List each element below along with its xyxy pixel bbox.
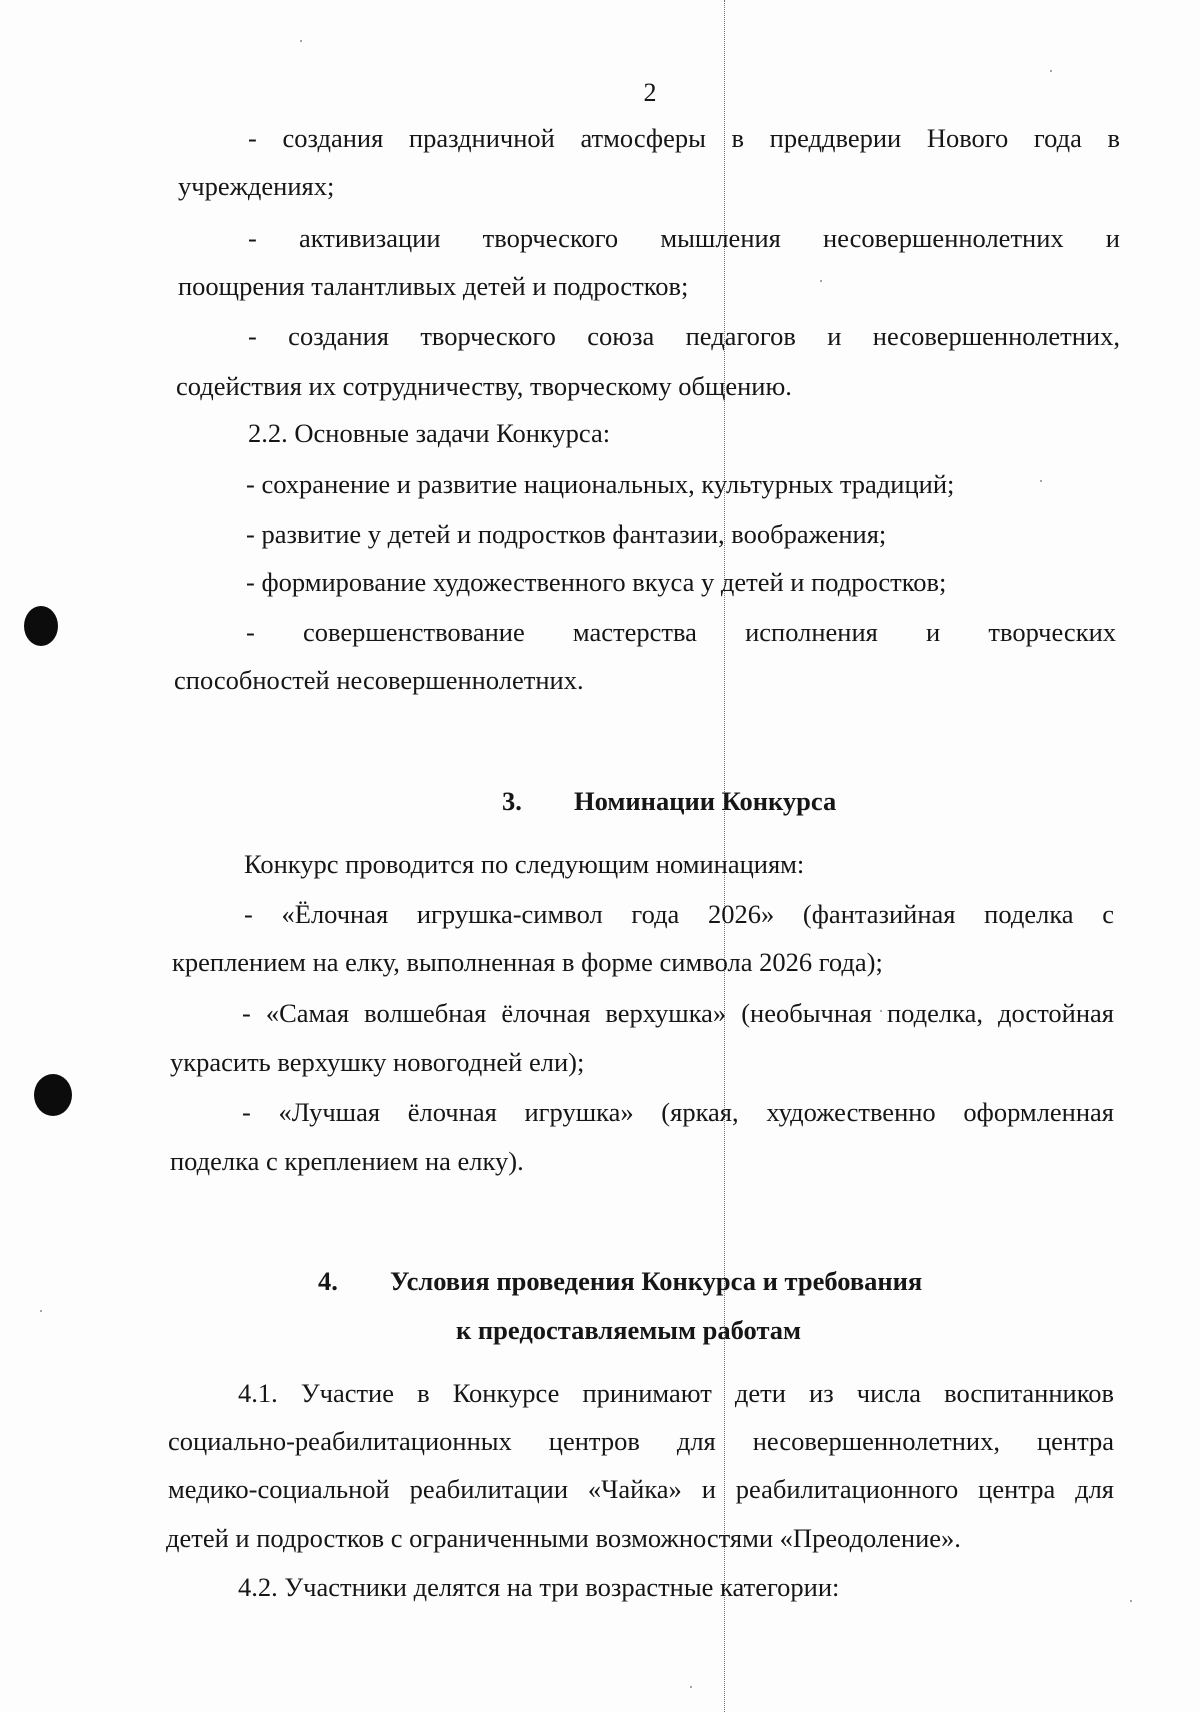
list-item: - «Самая волшебная ёлочная верхушка» (необычная поделка, достойная (242, 998, 1114, 1028)
paragraph-line: креплением на елку, выполненная в форме символа 2026 года); (172, 947, 883, 977)
scan-speck (40, 1310, 42, 1312)
punch-hole-mark (24, 606, 58, 646)
list-item: - «Лучшая ёлочная игрушка» (яркая, художественно оформленная (242, 1097, 1114, 1127)
list-item: - развитие у детей и подростков фантазии, воображения; (246, 519, 887, 549)
paragraph-line: поделка с креплением на елку). (170, 1146, 524, 1176)
paragraph-line: поощрения талантливых детей и подростков; (178, 271, 689, 301)
paragraph-line: содействия их сотрудничеству, творческому общению. (176, 371, 792, 401)
scan-speck (300, 40, 302, 42)
paragraph-line: - создания творческого союза педагогов и несовершеннолетних, (248, 321, 1120, 351)
scan-speck (820, 280, 822, 282)
section-heading: Условия проведения Конкурса и требования (390, 1266, 923, 1296)
page-number: 2 (643, 78, 657, 107)
list-item: - совершенствование мастерства исполнения и творческих (246, 617, 1116, 647)
section-heading: к предоставляемым работам (456, 1315, 802, 1345)
paragraph-line: 4.2. Участники делятся на три возрастные категории: (238, 1572, 840, 1602)
scan-speck (1040, 480, 1042, 482)
paragraph-line: украсить верхушку новогодней ели); (170, 1047, 585, 1077)
section-heading: Номинации Конкурса (574, 786, 837, 816)
list-item: - сохранение и развитие национальных, культурных традиций; (246, 469, 955, 499)
paragraph-line: - создания праздничной атмосферы в преддверии Нового года в (248, 123, 1120, 153)
list-item: - «Ёлочная игрушка-символ года 2026» (фантазийная поделка с (244, 899, 1114, 929)
section-number: 4. (318, 1266, 338, 1296)
paragraph-line: способностей несовершеннолетних. (174, 665, 584, 695)
section-number: 3. (502, 786, 522, 816)
punch-hole-mark (34, 1074, 72, 1116)
scan-speck (690, 1686, 692, 1688)
paragraph-line: 2.2. Основные задачи Конкурса: (248, 418, 611, 448)
paragraph-line: медико-социальной реабилитации «Чайка» и реабилитационного центра для (168, 1474, 1114, 1504)
paragraph-line: 4.1. Участие в Конкурсе принимают дети из числа воспитанников (238, 1378, 1114, 1408)
scan-speck (1130, 1600, 1132, 1602)
paragraph-line: - активизации творческого мышления несовершеннолетних и (248, 223, 1120, 253)
scan-speck (1050, 70, 1052, 72)
paragraph-line: Конкурс проводится по следующим номинациям: (244, 849, 805, 879)
paragraph-line: социально-реабилитационных центров для несовершеннолетних, центра (168, 1426, 1114, 1456)
paragraph-line: детей и подростков с ограниченными возможностями «Преодоление». (166, 1523, 961, 1553)
paragraph-line: учреждениях; (178, 171, 335, 201)
list-item: - формирование художественного вкуса у детей и подростков; (246, 567, 947, 597)
